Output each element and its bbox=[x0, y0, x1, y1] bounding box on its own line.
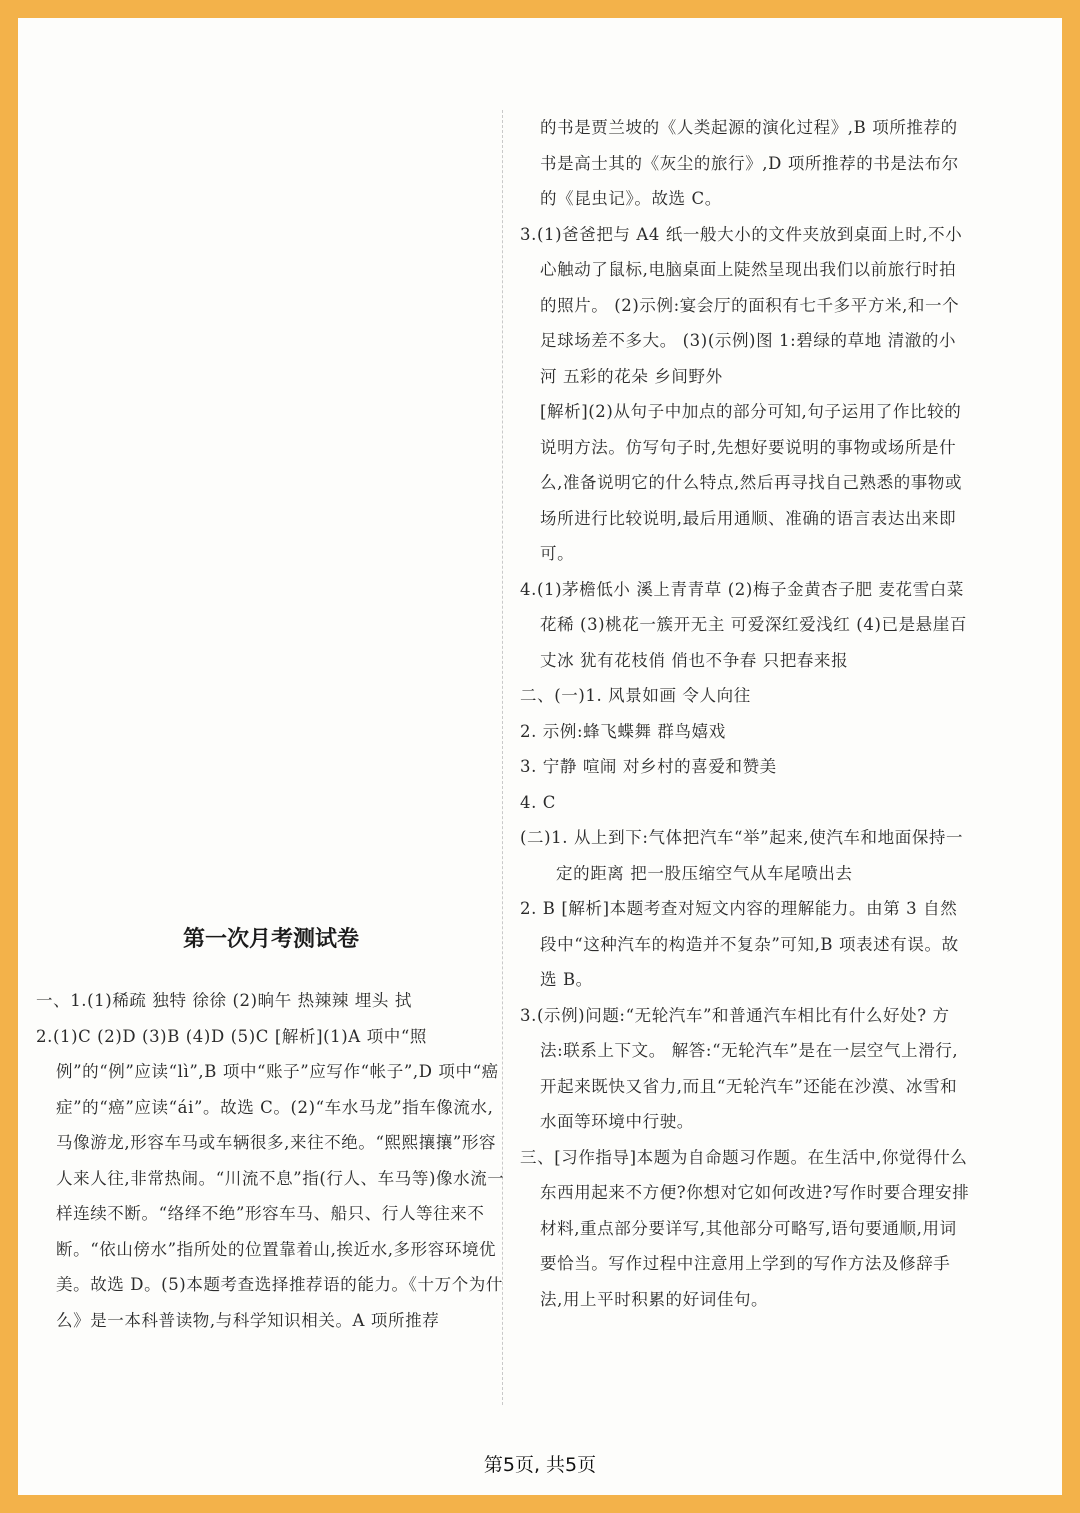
answer-paragraph: 3. 宁静 喧闹 对乡村的喜爱和赞美 bbox=[520, 757, 777, 776]
exam-title: 第一次月考测试卷 bbox=[182, 927, 359, 952]
page bbox=[18, 18, 1062, 1495]
right-column bbox=[520, 110, 970, 1317]
answer-paragraph: 二、(一)1. 风景如画 令人向往 bbox=[520, 686, 751, 705]
page-footer: 第5页, 共5页 bbox=[483, 1454, 597, 1476]
answer-paragraph: 4.(1)茅檐低小 溪上青青草 (2)梅子金黄杏子肥 麦花雪白菜花稀 (3)桃花一簇开无主 可爱深红爱浅红 (4)已是悬崖百丈冰 犹有花枝俏 俏也不争春 只把春来报 bbox=[520, 579, 967, 670]
answer-paragraph: 2. 示例:蜂飞蝶舞 群鸟嬉戏 bbox=[520, 721, 726, 741]
answer-paragraph: [解析](2)从句子中加点的部分可知,句子运用了作比较的说明方法。仿写句子时,先想好要说明的事物或场所是什么,准备说明它的什么特点,然后再寻找自己熟悉的事物或场所进行比较说明,最后用通顺、准确的语言表达出来即可。 bbox=[540, 402, 963, 563]
left-column bbox=[36, 908, 506, 1338]
answer-paragraph: (二)1. 从上到下:气体把汽车“举”起来,使汽车和地面保持一定的距离 把一股压缩空气从车尾喷出去 bbox=[520, 828, 964, 883]
right-answer-list bbox=[520, 110, 970, 1317]
left-answer-list bbox=[36, 983, 506, 1338]
answer-paragraph: 2. B [解析]本题考查对短文内容的理解能力。由第 3 自然段中“这种汽车的构造并不复杂”可知,B 项表述有误。故选 B。 bbox=[520, 899, 959, 989]
answer-paragraph: 一、1.(1)稀疏 独特 徐徐 (2)晌午 热辣辣 埋头 拭 bbox=[36, 991, 412, 1010]
answer-paragraph: 3.(示例)问题:“无轮汽车”和普通汽车相比有什么好处? 方法:联系上下文。 解答:“无轮汽车”是在一层空气上滑行,开起来既快又省力,而且“无轮汽车”还能在沙漠、冰雪和水面等环境中行驶。 bbox=[520, 1005, 959, 1131]
answer-paragraph: 3.(1)爸爸把与 A4 纸一般大小的文件夹放到桌面上时,不小心触动了鼠标,电脑桌面上陡然呈现出我们以前旅行时拍的照片。 (2)示例:宴会厅的面积有七千多平方米,和一个足球场差不多大。 (3)(示例)图 1:碧绿的草地 清澈的小河 五彩的花朵 乡间野外 bbox=[520, 224, 963, 386]
answer-paragraph: 三、[习作指导]本题为自命题习作题。在生活中,你觉得什么东西用起来不方便?你想对它如何改进?写作时要合理安排材料,重点部分要详写,其他部分可略写,语句要通顺,用词要恰当。写作过程中注意用上学到的写作方法及修辞手法,用上平时积累的好词佳句。 bbox=[520, 1147, 970, 1309]
answer-paragraph: 的书是贾兰坡的《人类起源的演化过程》,B 项所推荐的书是高士其的《灰尘的旅行》,D 项所推荐的书是法布尔的《昆虫记》。故选 C。 bbox=[540, 118, 959, 208]
answer-paragraph: 4. C bbox=[520, 792, 557, 812]
answer-paragraph: 2.(1)C (2)D (3)B (4)D (5)C [解析](1)A 项中“照例”的“例”应读“lì”,B 项中“账子”应写作“帐子”,D 项中“癌症”的“癌”应读“ái”。故选 C。(2)“车水马龙”指车像流水,马像游龙,形容车马或车辆很多,来往不绝。“熙熙攘攘”形容人来人往,非常热闹。“川流不息”指(行人、车马等)像水流一样连续不断。“络绎不绝”形容车马、船只、行人等往来不断。“依山傍水”指所处的位置靠着山,挨近水,多形容环境优美。故选 D。(5)本题考查选择推荐语的能力。《十万个为什么》是一本科普读物,与科学知识相关。A 项所推荐 bbox=[36, 1026, 505, 1330]
